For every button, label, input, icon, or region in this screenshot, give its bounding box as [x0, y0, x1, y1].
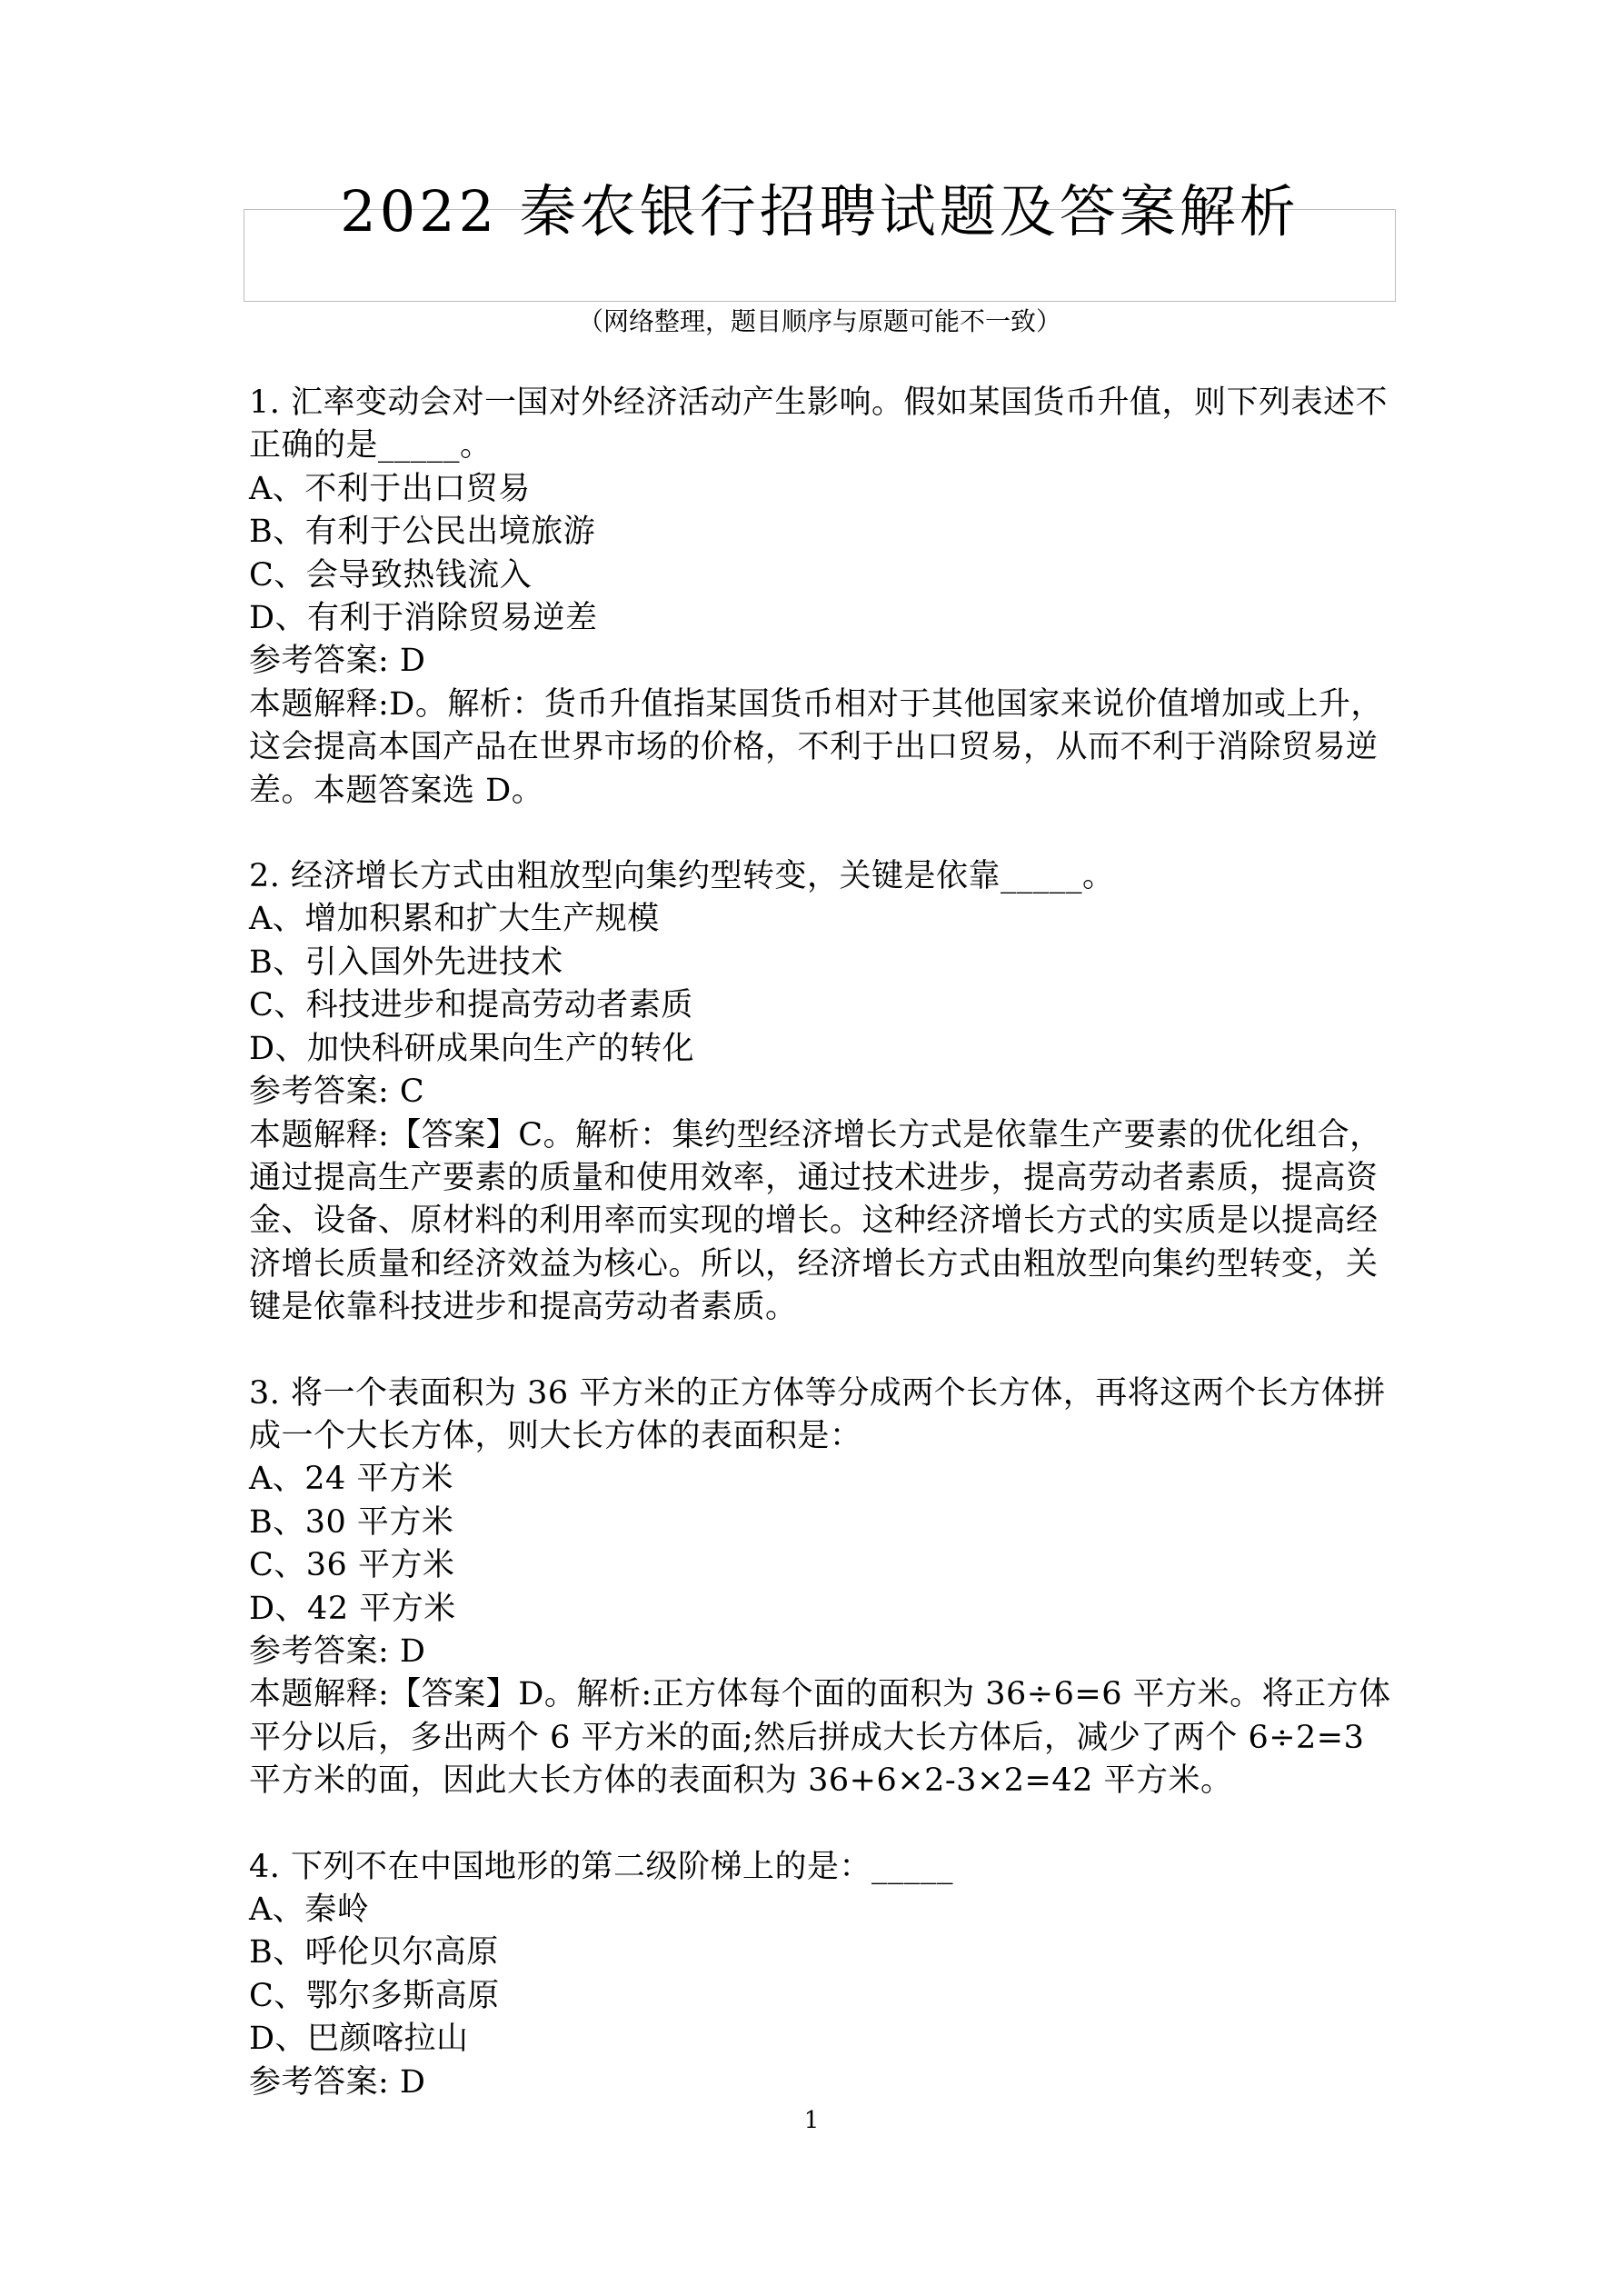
option-b: B、有利于公民出境旅游 [249, 514, 596, 551]
document-subtitle: （网络整理，题目顺序与原题可能不一致） [577, 306, 1061, 336]
option-b: B、呼伦贝尔高原 [249, 1934, 499, 1972]
option-b: B、引入国外先进技术 [249, 943, 563, 981]
option-c: C、会导致热钱流入 [249, 556, 533, 594]
question-stem: 1. 汇率变动会对一国对外经济活动产生影响。假如某国货币升值，则下列表述不正确的是_____。 [249, 384, 1389, 464]
answer: 参考答案: D [249, 2063, 426, 2101]
answer: 参考答案: D [249, 1632, 426, 1670]
option-a: A、24 平方米 [249, 1461, 453, 1498]
option-a: A、秦岭 [249, 1892, 370, 1928]
explanation: 本题解释:【答案】D。解析:正方体每个面的面积为 36÷6=6 平方米。将正方体平分以后，多出两个 6 平方米的面;然后拼成大长方体后，减少了两个 6÷2=3 平方米的面，因此大长方体的表面积为 36+6×2-3×2=42 平方米。 [249, 1676, 1391, 1800]
question-stem: 2. 经济增长方式由粗放型向集约型转变，关键是依靠_____。 [249, 858, 1115, 895]
question-2 [249, 855, 1396, 1329]
explanation: 本题解释:【答案】C。解析：集约型经济增长方式是依靠生产要素的优化组合，通过提高生产要素的质量和使用效率，通过技术进步，提高劳动者素质，提高资金、设备、原材料的利用率而实现的增长。这种经济增长方式的实质是以提高经济增长质量和经济效益为核心。所以，经济增长方式由粗放型向集约型转变，关键是依靠科技进步和提高劳动者素质。 [249, 1116, 1382, 1326]
question-3 [249, 1373, 1396, 1803]
answer: 参考答案: C [249, 1073, 425, 1111]
explanation: 本题解释:D。解析：货币升值指某国货币相对于其他国家来说价值增加或上升，这会提高本国产品在世界市场的价格，不利于出口贸易，从而不利于消除贸易逆差。本题答案选 D。 [249, 685, 1383, 809]
option-d: D、有利于消除贸易逆差 [249, 600, 598, 637]
option-b: B、30 平方米 [249, 1503, 454, 1541]
option-a: A、增加积累和扩大生产规模 [249, 901, 660, 938]
question-list [249, 382, 1396, 2104]
question-1 [249, 382, 1396, 813]
question-4 [249, 1846, 1396, 2104]
option-a: A、不利于出口贸易 [249, 470, 531, 507]
option-d: D、加快科研成果向生产的转化 [249, 1030, 695, 1067]
question-stem: 4. 下列不在中国地形的第二级阶梯上的是：_____ [249, 1848, 954, 1885]
option-c: C、科技进步和提高劳动者素质 [249, 987, 693, 1024]
option-d: D、巴颜喀拉山 [249, 2021, 469, 2058]
answer: 参考答案: D [249, 643, 426, 680]
page-number: 1 [803, 2107, 820, 2134]
option-d: D、42 平方米 [249, 1590, 456, 1627]
document-title: 2022 秦农银行招聘试题及答案解析 [340, 178, 1299, 245]
option-c: C、36 平方米 [249, 1547, 455, 1584]
question-stem: 3. 将一个表面积为 36 平方米的正方体等分成两个长方体，再将这两个长方体拼成一个大长方体，则大长方体的表面积是： [249, 1374, 1386, 1454]
option-c: C、鄂尔多斯高原 [249, 1977, 500, 2014]
